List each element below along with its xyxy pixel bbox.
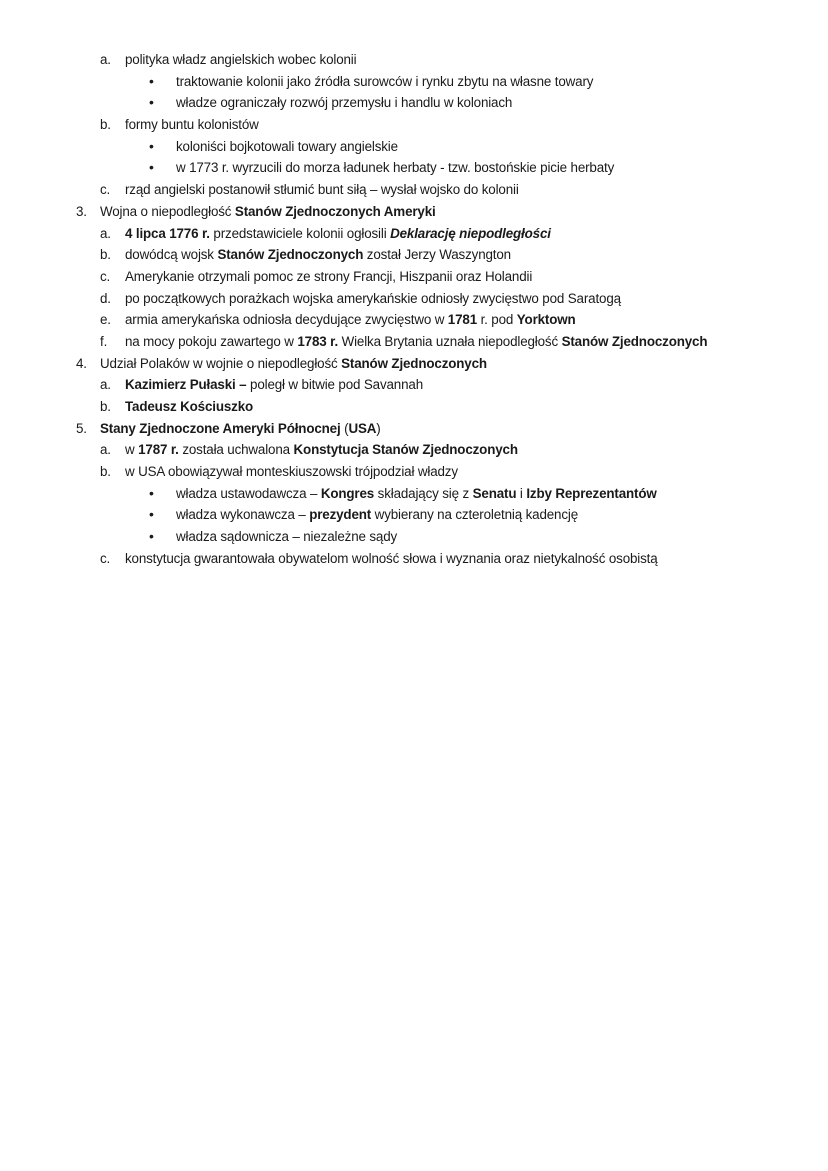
text-segment: r. pod: [477, 312, 517, 328]
item-text: [125, 331, 707, 353]
lettered-item: [0, 223, 828, 245]
text-segment: ): [376, 420, 381, 436]
text-segment: w: [125, 442, 139, 458]
emphasis-text: Stanów Zjednoczonych: [341, 355, 487, 371]
lettered-item: [0, 49, 828, 71]
list-marker: 4.: [76, 355, 87, 371]
text-segment: przedstawiciele kolonii ogłosili: [209, 225, 391, 241]
list-marker: a.: [100, 442, 111, 458]
bullet-item: [0, 92, 828, 114]
text-segment: Wielka Brytania uznała niepodległość: [338, 333, 562, 349]
text-segment: poległ w bitwie pod Savannah: [246, 377, 424, 393]
list-marker: b.: [100, 247, 111, 263]
bullet-item: [0, 136, 828, 158]
emphasis-text: Stanów Zjednoczonych: [561, 333, 708, 349]
lettered-item: [0, 331, 828, 353]
item-text: [100, 201, 436, 223]
item-text: [125, 396, 253, 418]
item-text: [176, 92, 512, 114]
text-segment: Wojna o niepodległość: [100, 203, 235, 219]
item-text: [125, 266, 532, 288]
list-marker: b.: [100, 399, 111, 414]
list-marker: 5.: [76, 420, 87, 436]
numbered-item: [0, 418, 828, 440]
lettered-item: [0, 266, 828, 288]
lettered-item: [0, 179, 828, 201]
item-text: [176, 483, 657, 505]
text-segment: armia amerykańska odniosła decydujące zwycięstwo w: [125, 312, 448, 328]
list-marker: b.: [100, 464, 111, 480]
item-text: [176, 504, 578, 526]
item-text: [125, 244, 511, 266]
list-marker: c.: [100, 550, 111, 566]
lettered-item: [0, 309, 828, 331]
item-text: [125, 49, 356, 71]
emphasis-text: USA: [348, 420, 377, 436]
text-segment: (: [340, 420, 349, 436]
list-marker: a.: [100, 52, 111, 67]
bullet-icon: •: [149, 159, 154, 176]
lettered-item: [0, 244, 828, 266]
emphasis-text: Tadeusz Kościuszko: [125, 399, 254, 414]
bullet-item: [0, 71, 828, 93]
emphasis-text: Stanów Zjednoczonych: [217, 247, 364, 263]
emphasis-text: Konstytucja Stanów Zjednoczonych: [293, 442, 518, 458]
item-text: [100, 353, 487, 375]
list-marker: d.: [100, 290, 111, 306]
item-text: [125, 309, 576, 331]
text-segment: i: [516, 485, 527, 501]
list-marker: c.: [100, 268, 111, 284]
emphasis-text: Stanów Zjednoczonych Ameryki: [234, 203, 436, 219]
bullet-icon: •: [149, 72, 154, 89]
bullet-icon: •: [149, 137, 154, 154]
emphasis-text: Stany Zjednoczone Ameryki Północnej: [100, 420, 341, 436]
text-segment: polityka władz angielskich wobec kolonii: [125, 52, 357, 67]
bullet-item: [0, 526, 828, 548]
text-segment: wybierany na czteroletnią kadencję: [371, 507, 578, 523]
emphasis-text: Kongres: [320, 485, 375, 501]
emphasis-text: Kazimierz Pułaski –: [125, 377, 247, 393]
text-segment: formy buntu kolonistów: [125, 117, 259, 133]
text-segment: w USA obowiązywał monteskiuszowski trójpodział władzy: [125, 464, 458, 480]
emphasis-text: 1787 r.: [138, 442, 179, 458]
text-segment: została uchwalona: [178, 442, 294, 458]
text-segment: władze ograniczały rozwój przemysłu i handlu w koloniach: [176, 95, 513, 111]
bullet-icon: •: [149, 484, 154, 501]
text-segment: na mocy pokoju zawartego w: [125, 333, 298, 349]
emphasis-text: Yorktown: [516, 312, 576, 328]
bullet-icon: •: [149, 94, 154, 111]
item-text: [100, 418, 381, 440]
text-segment: władza wykonawcza –: [176, 507, 310, 523]
text-segment: władza sądownicza – niezależne sądy: [176, 529, 398, 545]
item-text: [125, 179, 519, 201]
text-segment: dowódcą wojsk: [125, 247, 218, 263]
item-text: [125, 288, 621, 310]
lettered-item: [0, 374, 828, 396]
lettered-item: [0, 288, 828, 310]
bullet-item: [0, 157, 828, 179]
numbered-item: [0, 201, 828, 223]
list-marker: 3.: [76, 203, 87, 219]
item-text: [125, 223, 551, 245]
emphasis-text: Deklarację niepodległości: [390, 225, 551, 241]
list-marker: a.: [100, 225, 111, 241]
emphasis-text: 1783 r.: [297, 333, 339, 349]
lettered-item: [0, 114, 828, 136]
item-text: [176, 526, 397, 548]
lettered-item: [0, 439, 828, 461]
item-text: [176, 136, 398, 158]
item-text: [125, 461, 458, 483]
document-page: [0, 49, 828, 570]
text-segment: po początkowych porażkach wojska amerykańskie odniosły zwycięstwo pod Saratogą: [125, 290, 621, 306]
text-segment: Udział Polaków w wojnie o niepodległość: [100, 355, 342, 371]
list-marker: e.: [100, 312, 111, 328]
item-text: [125, 548, 658, 570]
item-text: [176, 157, 614, 179]
bullet-icon: •: [149, 528, 154, 545]
text-segment: składający się z: [374, 485, 473, 501]
text-segment: rząd angielski postanowił stłumić bunt siłą – wysłał wojsko do kolonii: [125, 182, 519, 198]
text-segment: władza ustawodawcza –: [176, 485, 321, 501]
list-marker: f.: [100, 333, 108, 349]
item-text: [176, 71, 593, 93]
lettered-item: [0, 548, 828, 570]
emphasis-text: prezydent: [309, 507, 372, 523]
emphasis-text: 4 lipca 1776 r.: [125, 225, 210, 241]
bullet-icon: •: [149, 506, 154, 523]
emphasis-text: Izby Reprezentantów: [526, 485, 657, 501]
item-text: [125, 374, 423, 396]
text-segment: koloniści bojkotowali towary angielskie: [176, 138, 398, 154]
bullet-item: [0, 504, 828, 526]
text-segment: został Jerzy Waszyngton: [363, 247, 511, 263]
text-segment: traktowanie kolonii jako źródła surowców i rynku zbytu na własne towary: [176, 73, 594, 89]
emphasis-text: 1781: [447, 312, 477, 328]
emphasis-text: Senatu: [472, 485, 517, 501]
lettered-item: [0, 396, 828, 418]
list-marker: b.: [100, 117, 111, 133]
item-text: [125, 439, 518, 461]
item-text: [125, 114, 259, 136]
numbered-item: [0, 353, 828, 375]
list-marker: a.: [100, 377, 111, 393]
text-segment: Amerykanie otrzymali pomoc ze strony Francji, Hiszpanii oraz Holandii: [125, 268, 533, 284]
text-segment: w 1773 r. wyrzucili do morza ładunek herbaty - tzw. bostońskie picie herbaty: [176, 160, 615, 176]
bullet-item: [0, 483, 828, 505]
lettered-item: [0, 461, 828, 483]
list-marker: c.: [100, 182, 111, 198]
text-segment: konstytucja gwarantowała obywatelom wolność słowa i wyznania oraz nietykalność osobistą: [125, 550, 658, 566]
